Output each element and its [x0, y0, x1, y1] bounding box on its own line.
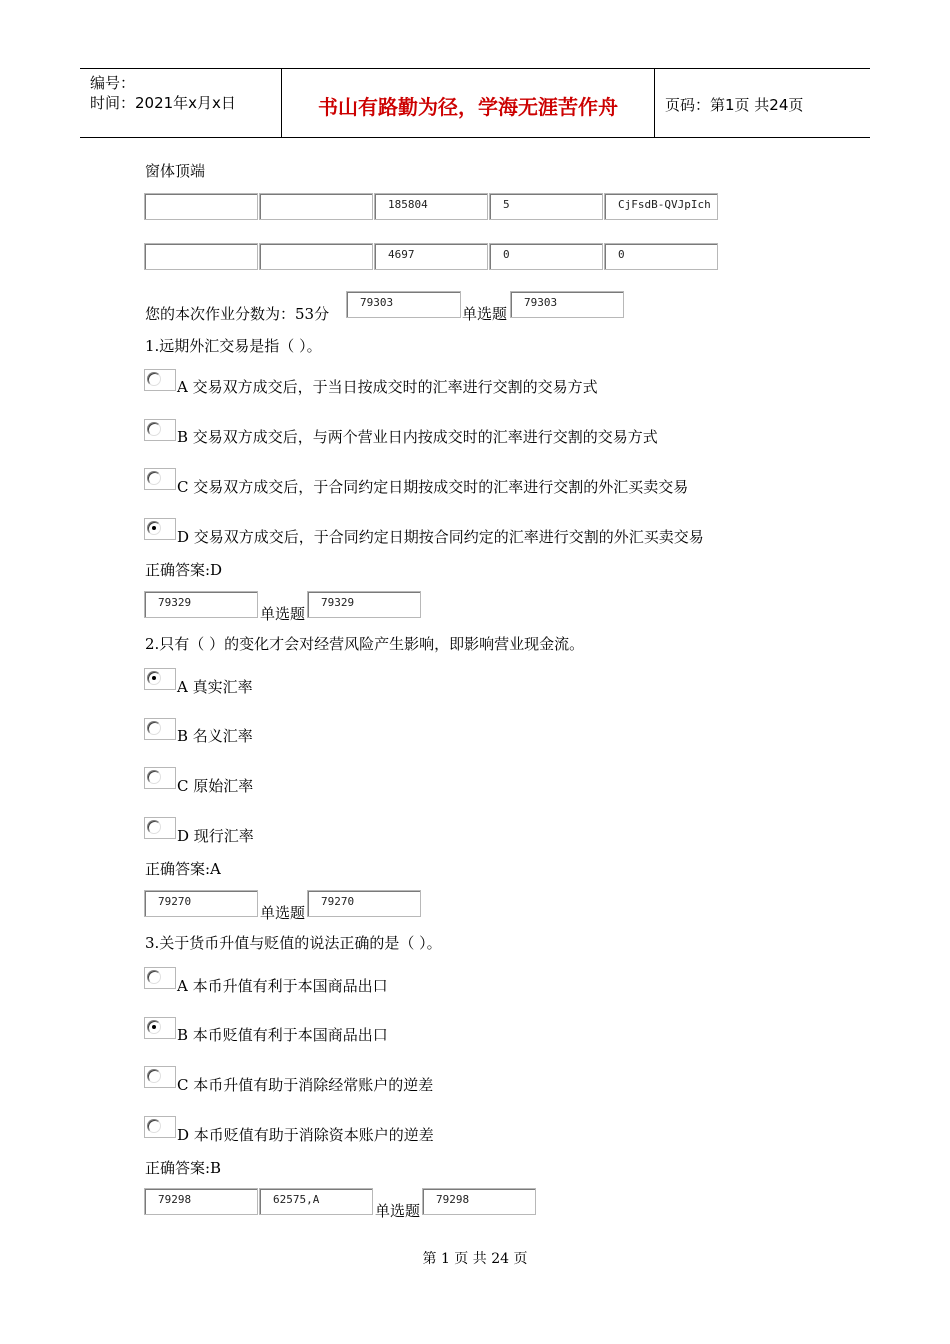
header-motto: 书山有路勤为径，学海无涯苦作舟: [318, 95, 618, 119]
form-top-label: 窗体顶端: [145, 162, 206, 180]
question-2-option-b-radio[interactable]: [144, 718, 176, 740]
question-3-option-a-radio[interactable]: [144, 967, 176, 989]
form-field[interactable]: 5: [489, 193, 603, 220]
form-field[interactable]: 0: [489, 243, 603, 270]
form-field[interactable]: [259, 243, 373, 270]
question-3-option-b: B 本币贬值有利于本国商品出口: [177, 1026, 388, 1044]
page-footer: 第 1 页 共 24 页: [422, 1251, 528, 1267]
question-1-option-d-radio[interactable]: [144, 518, 176, 540]
form-field[interactable]: 4697: [374, 243, 488, 270]
question-1-option-a-radio[interactable]: [144, 369, 176, 391]
question-1-option-b-radio[interactable]: [144, 419, 176, 441]
form-field[interactable]: 79303: [510, 291, 624, 318]
question-3-option-d: D 本币贬值有助于消除资本账户的逆差: [177, 1126, 434, 1144]
form-field[interactable]: 0: [604, 243, 718, 270]
radio-circle-icon: [147, 1069, 161, 1083]
form-field[interactable]: 79298: [422, 1188, 536, 1215]
radio-circle-icon: [147, 422, 161, 436]
question-1-text: 1.远期外汇交易是指（ ）。: [145, 337, 322, 355]
question-type-label: 单选题: [260, 605, 306, 623]
form-field[interactable]: 185804: [374, 193, 488, 220]
radio-circle-icon: [147, 970, 161, 984]
form-field[interactable]: 79270: [307, 890, 421, 917]
form-field[interactable]: [259, 193, 373, 220]
question-1-option-d: D 交易双方成交后，于合同约定日期按合同约定的汇率进行交割的外汇买卖交易: [177, 528, 704, 546]
radio-circle-icon: [147, 721, 161, 735]
radio-circle-icon: [147, 820, 161, 834]
question-2-text: 2.只有（ ）的变化才会对经营风险产生影响，即影响营业现金流。: [145, 635, 585, 653]
form-field[interactable]: 79329: [144, 591, 258, 618]
question-2-answer: 正确答案:A: [145, 860, 221, 878]
document-number-label: 编号：: [90, 74, 136, 92]
form-field[interactable]: 79329: [307, 591, 421, 618]
question-type-label: 单选题: [260, 904, 306, 922]
page-header: [80, 68, 870, 138]
question-2-option-c: C 原始汇率: [177, 777, 254, 795]
form-field[interactable]: 79270: [144, 890, 258, 917]
question-3-option-c: C 本币升值有助于消除经常账户的逆差: [177, 1076, 434, 1094]
question-3-text: 3.关于货币升值与贬值的说法正确的是（ ）。: [145, 934, 442, 952]
question-1-option-a: A 交易双方成交后，于当日按成交时的汇率进行交割的交易方式: [177, 378, 598, 396]
score-label: 您的本次作业分数为：53分: [145, 305, 330, 323]
question-type-label: 单选题: [462, 305, 508, 323]
question-1-option-c: C 交易双方成交后，于合同约定日期按成交时的汇率进行交割的外汇买卖交易: [177, 478, 689, 496]
header-page-number: 页码：第1页 共24页: [665, 96, 804, 114]
radio-circle-icon: [147, 1119, 161, 1133]
form-field[interactable]: 62575,A: [259, 1188, 373, 1215]
question-type-label: 单选题: [375, 1202, 421, 1220]
form-field[interactable]: 79298: [144, 1188, 258, 1215]
question-2-option-a: A 真实汇率: [177, 678, 253, 696]
header-meta-cell: [80, 69, 282, 137]
question-1-answer: 正确答案:D: [145, 561, 223, 579]
radio-selected-icon: [147, 671, 161, 685]
header-motto-cell: [282, 69, 655, 137]
header-page-cell: [655, 69, 870, 137]
form-field[interactable]: 79303: [346, 291, 461, 318]
form-field[interactable]: [144, 193, 258, 220]
radio-circle-icon: [147, 372, 161, 386]
radio-circle-icon: [147, 471, 161, 485]
radio-circle-icon: [147, 770, 161, 784]
question-2-option-b: B 名义汇率: [177, 727, 253, 745]
question-2-option-c-radio[interactable]: [144, 767, 176, 789]
question-2-option-d: D 现行汇率: [177, 827, 254, 845]
question-3-option-c-radio[interactable]: [144, 1066, 176, 1088]
question-1-option-c-radio[interactable]: [144, 468, 176, 490]
question-3-option-b-radio[interactable]: [144, 1017, 176, 1039]
question-1-option-b: B 交易双方成交后，与两个营业日内按成交时的汇率进行交割的交易方式: [177, 428, 658, 446]
question-3-answer: 正确答案:B: [145, 1159, 222, 1177]
form-field[interactable]: CjFsdB-QVJpIch: [604, 193, 718, 220]
document-time-label: 时间：2021年x月x日: [90, 94, 236, 112]
form-field[interactable]: [144, 243, 258, 270]
radio-selected-icon: [147, 1020, 161, 1034]
question-3-option-a: A 本币升值有利于本国商品出口: [177, 977, 388, 995]
radio-selected-icon: [147, 521, 161, 535]
question-2-option-d-radio[interactable]: [144, 817, 176, 839]
question-2-option-a-radio[interactable]: [144, 668, 176, 690]
question-3-option-d-radio[interactable]: [144, 1116, 176, 1138]
